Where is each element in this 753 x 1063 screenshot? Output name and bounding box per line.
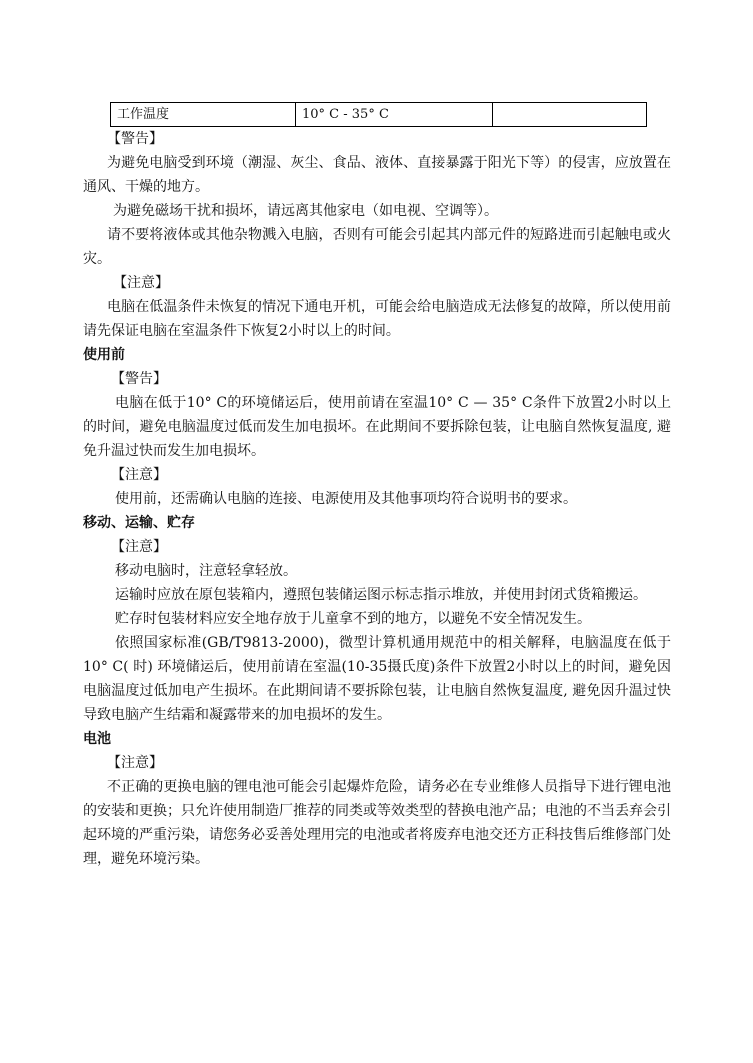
paragraph: 电脑在低于10° C的环境储运后，使用前请在室温10° C — 35° C条件下放置2小时以上的时间，避免电脑温度过低而发生加电损坏。在此期间不要拆除包装，让电脑自然恢复温度, 避免升温过快而发生加电损坏。 <box>83 395 671 459</box>
table-row <box>111 103 647 127</box>
paragraph: 为避免电脑受到环境（潮湿、灰尘、食品、液体、直接暴露于阳光下等）的侵害，应放置在通风、干燥的地方。 <box>83 155 671 195</box>
spec-table <box>110 102 647 127</box>
section-heading: 电池 <box>83 731 111 747</box>
paragraph: 贮存时包装材料应安全地存放于儿童拿不到的地方，以避免不安全情况发生。 <box>115 611 591 627</box>
note-tag: 【注意】 <box>113 275 169 291</box>
spec-value-cell: 10° C - 35° C <box>296 103 493 127</box>
section-heading: 移动、运输、贮存 <box>83 515 195 531</box>
document-body <box>83 127 671 871</box>
spec-label-cell: 工作温度 <box>111 103 296 127</box>
paragraph: 运输时应放在原包装箱内，遵照包装储运图示标志指示堆放，并使用封闭式货箱搬运。 <box>115 587 647 603</box>
note-tag: 【注意】 <box>111 467 167 483</box>
section-heading: 使用前 <box>83 347 125 363</box>
paragraph: 移动电脑时，注意轻拿轻放。 <box>115 563 297 579</box>
warning-tag: 【警告】 <box>111 371 167 387</box>
paragraph: 依照国家标准(GB/T9813-2000)，微型计算机通用规范中的相关解释，电脑温度在低于10° C( 时) 环境储运后，使用前请在室温(10-35摄氏度)条件下放置2小时以上的时间，避免因电脑温度过低加电产生损坏。在此期间请不要拆除包装，让电脑自然恢复温度, 避免因升温过快导致电脑产生结霜和凝露带来的加电损坏的发生。 <box>83 635 671 723</box>
paragraph: 电脑在低温条件未恢复的情况下通电开机，可能会给电脑造成无法修复的故障，所以使用前请先保证电脑在室温条件下恢复2小时以上的时间。 <box>83 299 671 339</box>
note-tag: 【注意】 <box>111 539 167 555</box>
paragraph: 请不要将液体或其他杂物溅入电脑，否则有可能会引起其内部元件的短路进而引起触电或火灾。 <box>83 227 671 267</box>
paragraph: 使用前，还需确认电脑的连接、电源使用及其他事项均符合说明书的要求。 <box>115 491 577 507</box>
note-tag: 【注意】 <box>107 755 163 771</box>
spec-empty-cell <box>493 103 647 127</box>
paragraph: 为避免磁场干扰和损坏，请远离其他家电（如电视、空调等）。 <box>113 203 498 219</box>
paragraph: 不正确的更换电脑的锂电池可能会引起爆炸危险，请务必在专业维修人员指导下进行锂电池的安装和更换；只允许使用制造厂推荐的同类或等效类型的替换电池产品；电池的不当丢弃会引起环境的严重污染，请您务必妥善处理用完的电池或者将废弃电池交还方正科技售后维修部门处理，避免环境污染。 <box>83 779 671 867</box>
warning-tag: 【警告】 <box>107 131 163 147</box>
